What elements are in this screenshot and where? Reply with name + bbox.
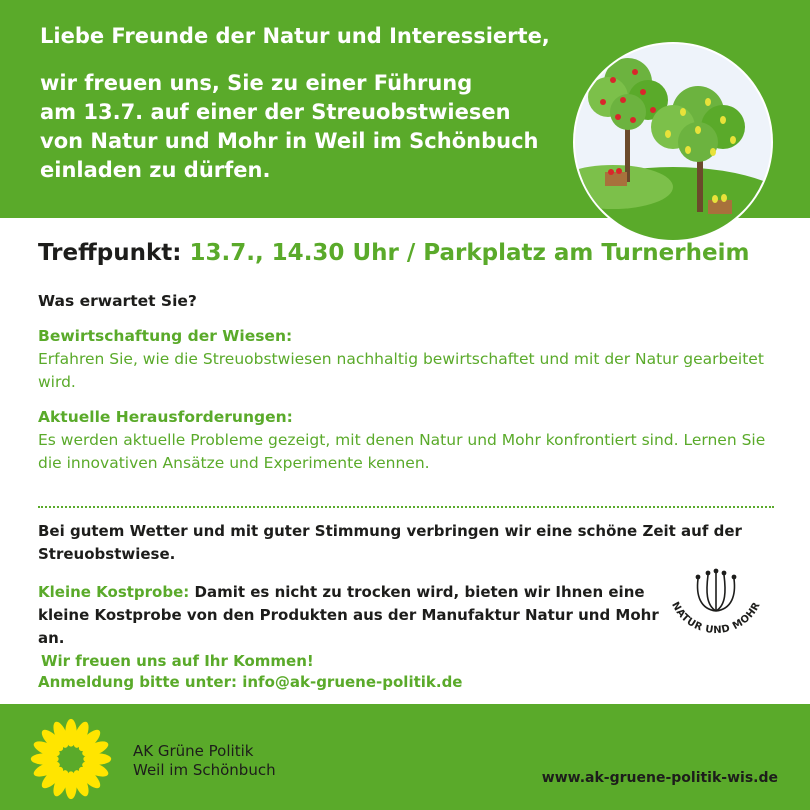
tasting-label: Kleine Kostprobe:	[38, 583, 190, 601]
natur-und-mohr-logo	[660, 565, 772, 635]
org-line: AK Grüne Politik	[133, 742, 254, 760]
orchard-illustration	[573, 42, 773, 242]
greeting: Liebe Freunde der Natur und Interessierte,	[40, 24, 550, 48]
meeting-value: 13.7., 14.30 Uhr / Parkplatz am Turnerheim	[189, 240, 750, 266]
dotted-divider	[38, 506, 774, 508]
organization-name	[133, 742, 276, 780]
question-heading: Was erwartet Sie?	[38, 292, 197, 310]
tasting-text: Damit es nicht zu trocken wird, bieten wir Ihnen eine kleine Kostprobe von den Produkten aus der Manufaktur Natur und Mohr an.	[38, 583, 659, 647]
invitation-text	[40, 22, 550, 185]
section-title: Aktuelle Herausforderungen:	[38, 408, 293, 426]
invitation-line: wir freuen uns, Sie zu einer Führung	[40, 71, 473, 95]
section-title: Bewirtschaftung der Wiesen:	[38, 327, 293, 345]
section-text: Erfahren Sie, wie die Streuobstwiesen nachhaltig bewirtschaftet und mit der Natur gearbeitet wird.	[38, 350, 764, 391]
program-content	[38, 290, 778, 487]
meeting-label: Treffpunkt:	[38, 240, 182, 266]
invitation-line: von Natur und Mohr in Weil im Schönbuch	[40, 129, 539, 153]
apple-basket	[605, 172, 627, 186]
sunflower-icon	[30, 718, 112, 800]
invitation-line: am 13.7. auf einer der Streuobstwiesen	[40, 100, 511, 124]
registration-email[interactable]: Anmeldung bitte unter: info@ak-gruene-politik.de	[38, 673, 463, 691]
stamen-icon	[698, 573, 735, 611]
invitation-line: einladen zu dürfen.	[40, 158, 271, 182]
pear-basket	[708, 200, 732, 214]
logo-text: NATUR UND MOHR	[669, 600, 763, 635]
tasting-paragraph	[38, 581, 678, 673]
website-link[interactable]: www.ak-gruene-politik-wis.de	[541, 770, 778, 786]
section-text: Es werden aktuelle Probleme gezeigt, mit denen Natur und Mohr konfrontiert sind. Lernen Sie die innovativen Ansätze und Experimente kennen.	[38, 431, 766, 472]
meeting-point	[38, 240, 749, 266]
org-line: Weil im Schönbuch	[133, 761, 276, 779]
welcome-text: Wir freuen uns auf Ihr Kommen!	[41, 652, 314, 670]
footer-banner	[0, 704, 810, 810]
closing-text: Bei gutem Wetter und mit guter Stimmung verbringen wir eine schöne Zeit auf der Streuobstwiese.	[38, 522, 742, 563]
